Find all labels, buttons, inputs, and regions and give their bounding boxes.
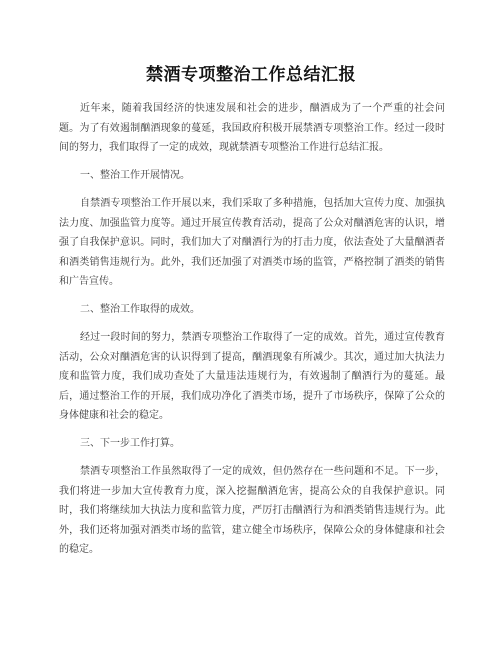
document-title: 禁酒专项整治工作总结汇报	[146, 65, 356, 85]
section-body-1: 自禁酒专项整治工作开展以来，我们采取了多种措施，包括加大宣传力度、加强执法力度、加强监管力度等。通过开展宣传教育活动，提高了公众对酗酒危害的认识，增强了自我保护意识。同时，我们加大了对酗酒行为的打击力度，依法查处了大量酗酒者和酒类销售违规行为。此外，我们还加强了对酒类市场的监管，严格控制了酒类的销售和广告宣传。	[59, 198, 445, 287]
section-body-2: 经过一段时间的努力，禁酒专项整治工作取得了一定的成效。首先，通过宣传教育活动，公众对酗酒危害的认识得到了提高，酗酒现象有所减少。其次，通过加大执法力度和监管力度，我们成功查处了大量违法违规行为，有效遏制了酗酒行为的蔓延。最后，通过整治工作的开展，我们成功净化了酒类市场，提升了市场秩序，保障了公众的身体健康和社会的稳定。	[59, 332, 445, 421]
intro-paragraph: 近年来，随着我国经济的快速发展和社会的进步，酗酒成为了一个严重的社会问题。为了有效遏制酗酒现象的蔓延，我国政府积极开展禁酒专项整治工作。经过一段时间的努力，我们取得了一定的成效，现就禁酒专项整治工作进行总结汇报。	[59, 103, 445, 153]
section-heading-3: 三、下一步工作打算。	[80, 438, 180, 449]
section-heading-1: 一、整治工作开展情况。	[80, 170, 190, 181]
section-body-3: 禁酒专项整治工作虽然取得了一定的成效，但仍然存在一些问题和不足。下一步，我们将进一步加大宣传教育力度，深入挖掘酗酒危害，提高公众的自我保护意识。同时，我们将继续加大执法力度和监管力度，严厉打击酗酒行为和酒类销售违规行为。此外，我们还将加强对酒类市场的监管，建立健全市场秩序，保障公众的身体健康和社会的稳定。	[59, 466, 445, 555]
document-body	[59, 99, 445, 568]
section-heading-2: 二、整治工作取得的成效。	[80, 304, 200, 315]
